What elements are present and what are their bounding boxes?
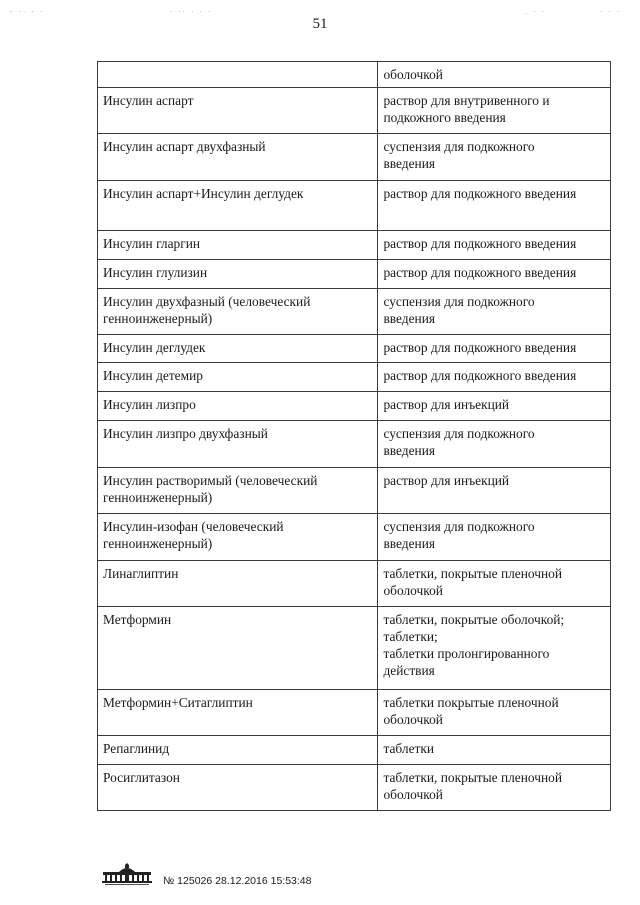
table-row: [98, 468, 611, 514]
dosage-form-cell: раствор для подкожного введения: [378, 335, 611, 363]
dosage-form-cell: раствор для внутривенного и подкожного введения: [378, 88, 611, 134]
dosage-form-cell: раствор для инъекций: [378, 468, 611, 514]
drug-name-cell: Инсулин аспарт двухфазный: [98, 134, 378, 181]
drug-name-cell: Инсулин детемир: [98, 363, 378, 392]
drug-name-cell: Инсулин аспарт: [98, 88, 378, 134]
table-row: [98, 260, 611, 289]
page-number: 51: [312, 16, 328, 32]
dosage-form-cell: раствор для инъекций: [378, 392, 611, 421]
table-row: [98, 181, 611, 231]
table-row: [98, 289, 611, 335]
table-row: [98, 363, 611, 392]
dosage-form-cell: таблетки, покрытые оболочкой; таблетки; таблетки пролонгированного действия: [378, 607, 611, 690]
scan-mark-far-right: · · ·: [600, 8, 622, 16]
drug-name-cell: Росиглитазон: [98, 765, 378, 811]
dosage-form-cell: суспензия для подкожного введения: [378, 421, 611, 468]
table-row: [98, 561, 611, 607]
dosage-form-cell: раствор для подкожного введения: [378, 363, 611, 392]
drug-name-cell: Метформин: [98, 607, 378, 690]
drug-name-cell: Инсулин глулизин: [98, 260, 378, 289]
drug-name-cell: Линаглиптин: [98, 561, 378, 607]
drug-name-cell: Инсулин аспарт+Инсулин деглудек: [98, 181, 378, 231]
dosage-form-cell: суспензия для подкожного введения: [378, 514, 611, 561]
table-row: [98, 421, 611, 468]
dosage-form-cell: таблетки покрытые пленочной оболочкой: [378, 690, 611, 736]
dosage-form-cell: раствор для подкожного введения: [378, 260, 611, 289]
drug-name-cell: Метформин+Ситаглиптин: [98, 690, 378, 736]
footer-document-stamp: № 125026 28.12.2016 15:53:48: [163, 875, 312, 887]
drug-name-cell: Инсулин-изофан (человеческий генноинженерный): [98, 514, 378, 561]
table-row: [98, 231, 611, 260]
drug-name-cell: Инсулин гларгин: [98, 231, 378, 260]
government-building-logo-icon: [99, 863, 155, 887]
drug-name-cell: Инсулин лизпро: [98, 392, 378, 421]
scan-mark-left: - ·· - ·: [10, 8, 45, 16]
table-row: [98, 392, 611, 421]
dosage-form-cell: оболочкой: [378, 62, 611, 88]
scan-mark-right: . · ·: [525, 8, 547, 16]
dosage-form-cell: суспензия для подкожного введения: [378, 134, 611, 181]
footer: [99, 863, 311, 887]
drug-table: [97, 61, 611, 811]
dosage-form-cell: таблетки, покрытые пленочной оболочкой: [378, 561, 611, 607]
table-row: [98, 62, 611, 88]
drug-name-cell: Инсулин растворимый (человеческий генноинженерный): [98, 468, 378, 514]
dosage-form-cell: таблетки: [378, 736, 611, 765]
dosage-form-cell: суспензия для подкожного введения: [378, 289, 611, 335]
dosage-form-cell: раствор для подкожного введения: [378, 181, 611, 231]
table-row: [98, 88, 611, 134]
dosage-form-cell: раствор для подкожного введения: [378, 231, 611, 260]
dosage-form-cell: таблетки, покрытые пленочной оболочкой: [378, 765, 611, 811]
drug-name-cell: Инсулин двухфазный (человеческий генноинженерный): [98, 289, 378, 335]
drug-name-cell: Инсулин деглудек: [98, 335, 378, 363]
drug-name-cell: Репаглинид: [98, 736, 378, 765]
table-row: [98, 765, 611, 811]
table-row: [98, 690, 611, 736]
table-row: [98, 514, 611, 561]
scan-mark-center: · ·· · · ·: [170, 8, 213, 16]
table-row: [98, 335, 611, 363]
table-row: [98, 736, 611, 765]
table-row: [98, 134, 611, 181]
table-row: [98, 607, 611, 690]
drug-name-cell: [98, 62, 378, 88]
drug-name-cell: Инсулин лизпро двухфазный: [98, 421, 378, 468]
